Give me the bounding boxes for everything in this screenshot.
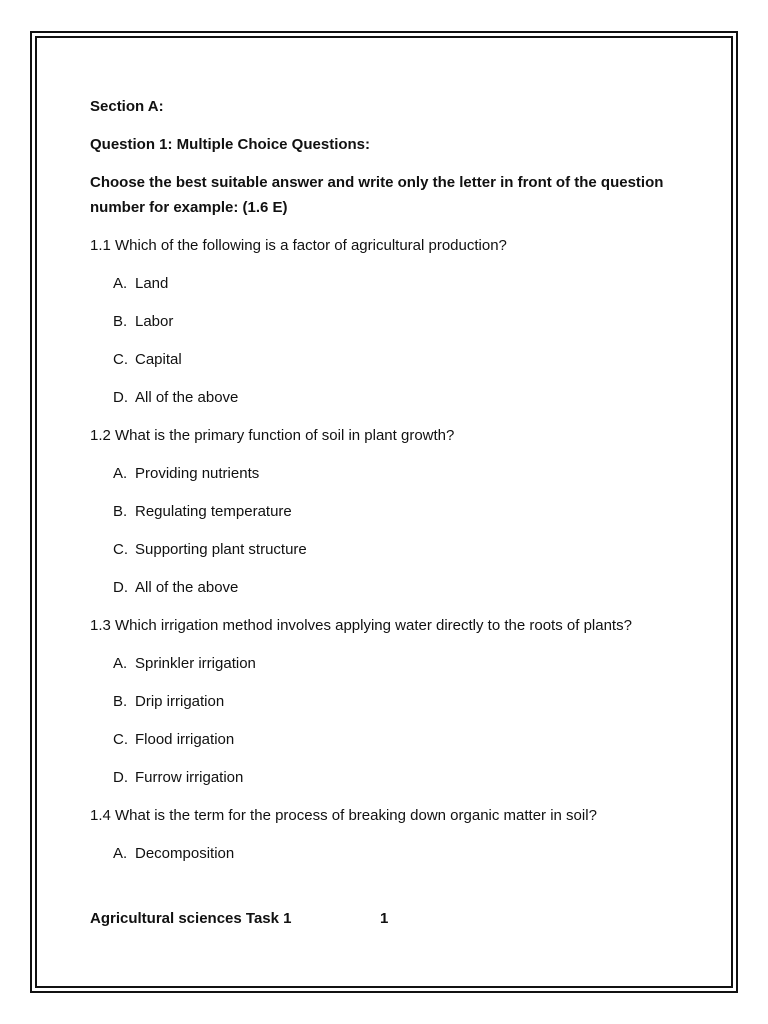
option-text: Drip irrigation xyxy=(135,693,225,710)
instructions: Choose the best suitable answer and write only the letter in front of the question number for example: (1.6 E) xyxy=(90,174,664,216)
option-letter: A. xyxy=(113,655,128,672)
option-c xyxy=(90,537,680,562)
option-text: Regulating temperature xyxy=(135,503,292,520)
question-text: 1.4 What is the term for the process of breaking down organic matter in soil? xyxy=(90,807,597,824)
option-letter: C. xyxy=(113,731,128,748)
option-b xyxy=(90,689,680,714)
option-letter: D. xyxy=(113,769,128,786)
document-body xyxy=(90,94,680,879)
option-letter: A. xyxy=(113,465,128,482)
option-letter: B. xyxy=(113,313,128,330)
option-text: Providing nutrients xyxy=(135,465,260,482)
question-1-1 xyxy=(90,233,680,410)
option-c xyxy=(90,347,680,372)
option-letter: A. xyxy=(113,845,128,862)
option-letter: C. xyxy=(113,541,128,558)
footer-page-number: 1 xyxy=(380,910,389,927)
question-text: 1.3 Which irrigation method involves applying water directly to the roots of plants? xyxy=(90,617,632,634)
footer-title: Agricultural sciences Task 1 xyxy=(90,910,292,927)
option-text: Decomposition xyxy=(135,845,235,862)
option-letter: B. xyxy=(113,693,128,710)
option-a xyxy=(90,271,680,296)
option-text: Sprinkler irrigation xyxy=(135,655,256,672)
option-letter: D. xyxy=(113,389,128,406)
option-text: Land xyxy=(135,275,169,292)
section-title: Section A: xyxy=(90,98,164,115)
option-letter: A. xyxy=(113,275,128,292)
option-d xyxy=(90,575,680,600)
option-a xyxy=(90,461,680,486)
option-text: All of the above xyxy=(135,579,239,596)
option-a xyxy=(90,651,680,676)
option-text: Capital xyxy=(135,351,182,368)
option-letter: B. xyxy=(113,503,128,520)
option-d xyxy=(90,385,680,410)
option-text: Flood irrigation xyxy=(135,731,235,748)
option-d xyxy=(90,765,680,790)
question-1-4 xyxy=(90,803,680,866)
question-heading: Question 1: Multiple Choice Questions: xyxy=(90,136,371,153)
question-1-3 xyxy=(90,613,680,790)
page-footer xyxy=(90,906,389,931)
option-letter: D. xyxy=(113,579,128,596)
option-b xyxy=(90,309,680,334)
option-text: All of the above xyxy=(135,389,239,406)
option-text: Furrow irrigation xyxy=(135,769,244,786)
option-b xyxy=(90,499,680,524)
option-letter: C. xyxy=(113,351,128,368)
option-a xyxy=(90,841,680,866)
question-text: 1.2 What is the primary function of soil in plant growth? xyxy=(90,427,455,444)
question-1-2 xyxy=(90,423,680,600)
option-c xyxy=(90,727,680,752)
question-text: 1.1 Which of the following is a factor of agricultural production? xyxy=(90,237,507,254)
option-text: Labor xyxy=(135,313,174,330)
option-text: Supporting plant structure xyxy=(135,541,307,558)
